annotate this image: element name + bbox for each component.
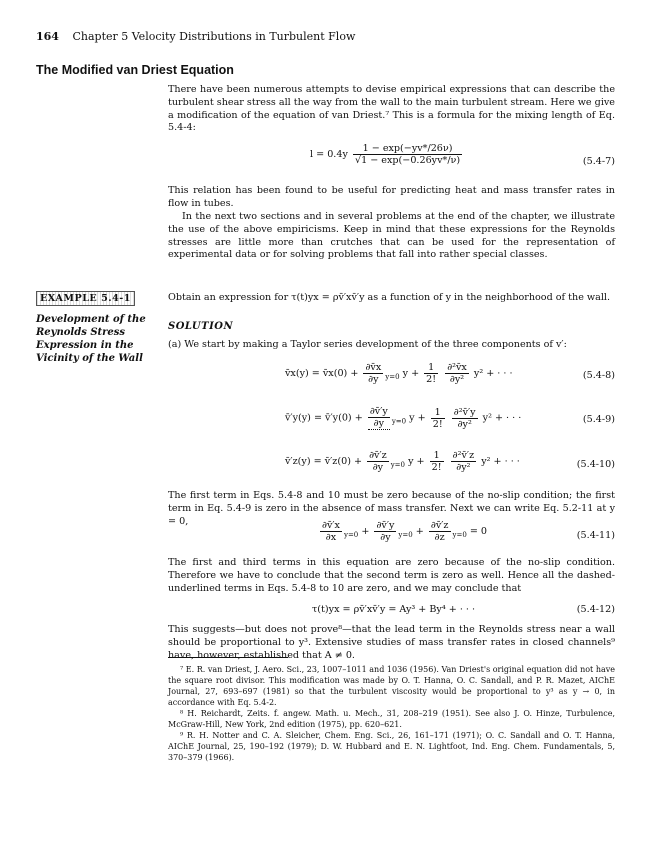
- equation-number-5-4-7: (5.4-7): [582, 156, 615, 167]
- eq5410-d2-den: ∂y²: [456, 462, 471, 473]
- equation-number-5-4-12: (5.4-12): [576, 604, 615, 615]
- eq548-lhs: v̄x(y) = v̄x(0) +: [285, 368, 359, 379]
- eq5411-plus-2: +: [415, 526, 424, 537]
- equation-5-4-8: [285, 362, 513, 385]
- after-taylor-paragraph: The first term in Eqs. 5.4-8 and 10 must be zero because of the no-slip condition; the first term in Eq. 5.4-9 is zero in the absence of mass transfer. Next we can write Eq. 5.2-11 at y = 0,: [168, 490, 615, 527]
- eq547-denominator: √1 − exp(−0.26yv*/ν): [354, 155, 461, 166]
- eq549-c1: 1: [431, 407, 445, 419]
- equation-number-5-4-10: (5.4-10): [576, 459, 615, 470]
- eq548-d2-num: ∂²v̄x: [447, 362, 467, 373]
- eq5410-d1-den: ∂y: [372, 462, 384, 473]
- example-label: EXAMPLE 5.4-1: [36, 291, 135, 306]
- eq5411-b-den: ∂y: [380, 532, 391, 543]
- eq5411-a-num: ∂v̄′x: [322, 520, 340, 531]
- eq5410-t1: y +: [408, 456, 425, 467]
- footnote-7: ⁷ E. R. van Driest, J. Aero. Sci., 23, 1007–1011 and 1036 (1956). Van Driest's original equation did not have the square root divisor. This modification was made by O. T. Hanna, O. C. Sandall, and P. R. Mazet, AIChE Journal, 27, 693–697 (1981) so that the turbulent viscosity would be proportional to y³ as y → 0, in accordance with Eq. 5.4-2.: [168, 665, 615, 707]
- eq5411-sub-a: y=0: [343, 530, 359, 539]
- running-title: Chapter 5 Velocity Distributions in Turbulent Flow: [72, 30, 356, 43]
- eq549-t1: y +: [409, 412, 426, 424]
- eq548-t1: y +: [402, 368, 420, 379]
- equation-5-4-10: [285, 450, 520, 473]
- eq5410-d1-num: ∂v̄′z: [369, 450, 387, 461]
- eq548-d1-den: ∂y: [368, 374, 379, 385]
- section-title: The Modified van Driest Equation: [36, 63, 234, 77]
- eq5411-sub-b: y=0: [398, 530, 413, 539]
- eq547-lhs: l = 0.4y: [310, 149, 348, 160]
- equation-number-5-4-11: (5.4-11): [576, 530, 615, 541]
- eq5411-c-num: ∂v̄′z: [430, 520, 449, 531]
- eq547-fraction: [353, 143, 462, 166]
- conclusion-paragraph: This suggests—but does not prove⁸—that the lead term in the Reynolds stress near a wall should be proportional to y³. Extensive studies of mass transfer rates in closed channels⁹ have, however, established that A ≠ 0.: [168, 624, 615, 661]
- equation-5-4-9: [285, 406, 521, 430]
- equation-number-5-4-8: (5.4-8): [582, 370, 615, 381]
- eq5411-plus-1: +: [361, 526, 370, 537]
- eq5411-sub-c: y=0: [452, 530, 467, 539]
- eq548-d1-num: ∂v̄x: [365, 362, 382, 373]
- footnote-8: ⁸ H. Reichardt, Zeits. f. angew. Math. u. Mech., 31, 208–219 (1951). See also J. O. Hinze, Turbulence, McGraw-Hill, New York, 2nd edition (1975), pp. 620–621.: [168, 709, 615, 729]
- eq548-c2: 2!: [426, 374, 437, 385]
- eq5411-b-num: ∂v̄′y: [376, 520, 395, 531]
- equation-number-5-4-9: (5.4-9): [582, 414, 615, 425]
- equation-5-4-12: τ(t)yx = ρv̄′xv̄′y = Ay³ + By⁴ + · · ·: [312, 604, 476, 615]
- equation-5-4-11: [318, 520, 487, 543]
- eq549-lhs: v̄′y(y) = v̄′y(0) +: [285, 412, 363, 424]
- eq549-sub: y=0: [391, 417, 407, 426]
- intro-paragraph-3: In the next two sections and in several problems at the end of the chapter, we illustrate the use of the above empiricisms. Keep in mind that these expressions for the Reynolds stresses are little more than crutches that can be used for the representation of experimental data or for solving problems that fall into rather special classes.: [168, 211, 615, 261]
- eq5410-sub: y=0: [390, 460, 405, 469]
- solution-label: SOLUTION: [168, 321, 234, 332]
- page-number: 164: [36, 30, 59, 43]
- eq5411-c-den: ∂z: [434, 532, 445, 543]
- running-header: [36, 30, 355, 43]
- after-continuity-paragraph: The first and third terms in this equation are zero because of the no-slip condition. Therefore we have to conclude that the second term is zero as well. Hence all the dashed-underlined terms in Eqs. 5.4-8 to 10 are zero, and we may conclude that: [168, 557, 615, 594]
- eq549-d2-num: ∂²v̄′y: [453, 406, 476, 418]
- eq548-t2: y² + · · ·: [473, 368, 513, 379]
- eq549-d1-num: ∂v̄′y: [369, 406, 388, 417]
- eq549-t2: y² + · · ·: [482, 412, 522, 424]
- example-title: Development of the Reynolds Stress Expression in the Vicinity of the Wall: [36, 314, 146, 364]
- eq5411-equals: = 0: [469, 526, 488, 537]
- eq547-numerator: 1 − exp(−yv*/26ν): [353, 143, 462, 155]
- footnote-9: ⁹ R. H. Notter and C. A. Sleicher, Chem. Eng. Sci., 26, 161–171 (1971); O. C. Sandall and O. T. Hanna, AIChE Journal, 25, 190–192 (1979); D. W. Hubbard and E. N. Lightfoot, Ind. Eng. Chem. Fundamentals, 5, 370–379 (1966).: [168, 731, 615, 762]
- eq548-d2-den: ∂y²: [449, 374, 465, 385]
- intro-paragraph-2: This relation has been found to be useful for predicting heat and mass transfer rates in flow in tubes.: [168, 185, 615, 209]
- footnote-rule: [168, 657, 288, 658]
- eq5410-d2-num: ∂²v̄′z: [452, 450, 475, 461]
- solution-step-a: (a) We start by making a Taylor series development of the three components of v′:: [168, 339, 567, 350]
- eq548-c1: 1: [424, 362, 438, 374]
- eq5410-lhs: v̄′z(y) = v̄′z(0) +: [285, 456, 363, 467]
- intro-paragraph-1: There have been numerous attempts to devise empirical expressions that can describe the turbulent shear stress all the way from the wall to the main turbulent stream. Here we give a modification of the equation of van Driest.⁷ This is a formula for the mixing length of Eq. 5.4-4:: [168, 84, 615, 134]
- eq549-c2: 2!: [432, 418, 443, 430]
- eq549-d1-den: ∂y: [373, 418, 385, 429]
- eq5410-t2: y² + · · ·: [481, 456, 520, 467]
- eq5410-c1: 1: [430, 450, 444, 462]
- eq549-d2-den: ∂y²: [457, 418, 472, 430]
- eq548-sub: y=0: [385, 372, 400, 381]
- equation-5-4-7: [310, 143, 464, 166]
- footnotes: [168, 664, 615, 763]
- eq5410-c2: 2!: [431, 462, 442, 473]
- eq5411-a-den: ∂x: [325, 532, 337, 543]
- example-problem: Obtain an expression for τ(t)yx = ρv̄′xv̄′y as a function of y in the neighborhood of the wall.: [168, 292, 611, 303]
